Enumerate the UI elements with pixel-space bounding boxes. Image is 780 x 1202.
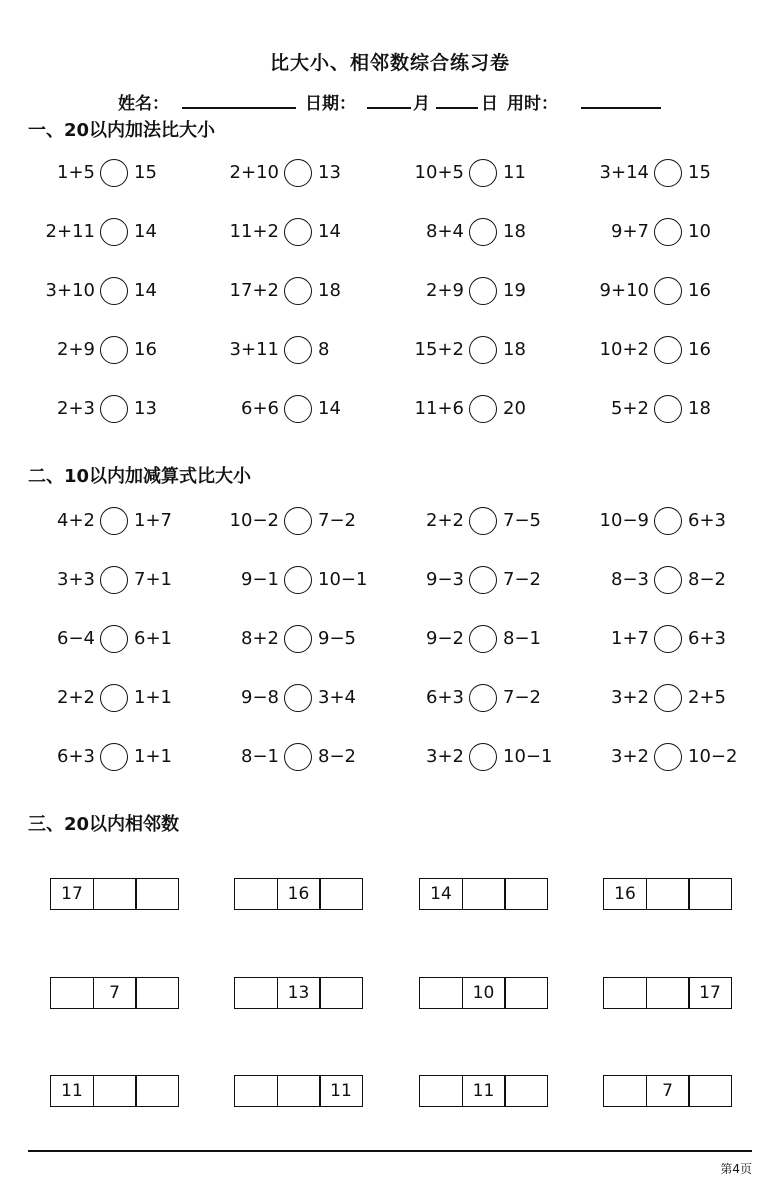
expression-left: 10+2 xyxy=(599,339,649,360)
expression-right: 20 xyxy=(503,398,526,419)
expression-left: 11+6 xyxy=(414,398,464,419)
answer-circle[interactable] xyxy=(469,277,497,305)
expression-left: 3+3 xyxy=(57,569,95,590)
expression-left: 8−3 xyxy=(611,569,649,590)
expression-left: 10−2 xyxy=(229,510,279,531)
expression-right: 1+1 xyxy=(134,746,172,767)
answer-circle[interactable] xyxy=(654,395,682,423)
given-number-box: 11 xyxy=(462,1075,506,1107)
expression-right: 18 xyxy=(688,398,711,419)
month-field[interactable] xyxy=(367,107,411,109)
expression-left: 9+7 xyxy=(611,221,649,242)
expression-right: 14 xyxy=(134,280,157,301)
given-number-box: 14 xyxy=(419,878,463,910)
page-number: 第4页 xyxy=(720,1162,752,1176)
answer-circle[interactable] xyxy=(284,395,312,423)
expression-left: 9−3 xyxy=(426,569,464,590)
answer-circle[interactable] xyxy=(100,218,128,246)
expression-right: 10−1 xyxy=(503,746,553,767)
expression-right: 13 xyxy=(318,162,341,183)
expression-right: 18 xyxy=(503,339,526,360)
student-info-header xyxy=(0,89,780,113)
expression-right: 14 xyxy=(318,221,341,242)
expression-right: 16 xyxy=(688,339,711,360)
expression-left: 8+2 xyxy=(241,628,279,649)
given-number-box: 11 xyxy=(50,1075,94,1107)
given-number-box: 13 xyxy=(277,977,321,1009)
answer-box[interactable] xyxy=(504,878,548,910)
expression-right: 15 xyxy=(134,162,157,183)
time-label: 用时： xyxy=(507,94,558,114)
answer-circle[interactable] xyxy=(284,566,312,594)
expression-left: 3+2 xyxy=(611,687,649,708)
expression-right: 2+5 xyxy=(688,687,726,708)
answer-circle[interactable] xyxy=(284,336,312,364)
expression-right: 10−2 xyxy=(688,746,738,767)
expression-right: 14 xyxy=(318,398,341,419)
answer-circle[interactable] xyxy=(100,743,128,771)
answer-box[interactable] xyxy=(234,1075,278,1107)
neighbor-number-group xyxy=(603,977,732,1009)
section1-title: 一、20以内加法比大小 xyxy=(28,120,216,141)
section2-title: 二、10以内加减算式比大小 xyxy=(28,466,252,487)
expression-left: 6+3 xyxy=(57,746,95,767)
expression-right: 19 xyxy=(503,280,526,301)
answer-circle[interactable] xyxy=(654,743,682,771)
expression-left: 17+2 xyxy=(229,280,279,301)
answer-box[interactable] xyxy=(688,1075,732,1107)
answer-circle[interactable] xyxy=(100,684,128,712)
answer-circle[interactable] xyxy=(284,507,312,535)
section3-title: 三、20以内相邻数 xyxy=(28,814,180,835)
expression-left: 6+3 xyxy=(426,687,464,708)
answer-box[interactable] xyxy=(688,878,732,910)
neighbor-number-group xyxy=(50,1075,179,1107)
answer-box[interactable] xyxy=(135,878,179,910)
time-field[interactable] xyxy=(581,107,661,109)
expression-left: 6−4 xyxy=(57,628,95,649)
neighbor-number-group xyxy=(603,1075,732,1107)
expression-right: 14 xyxy=(134,221,157,242)
given-number-box: 7 xyxy=(93,977,137,1009)
expression-left: 2+9 xyxy=(57,339,95,360)
answer-circle[interactable] xyxy=(469,684,497,712)
expression-left: 1+5 xyxy=(57,162,95,183)
expression-left: 8+4 xyxy=(426,221,464,242)
expression-right: 7−2 xyxy=(318,510,356,531)
expression-right: 18 xyxy=(503,221,526,242)
expression-left: 9−1 xyxy=(241,569,279,590)
answer-circle[interactable] xyxy=(654,684,682,712)
expression-right: 3+4 xyxy=(318,687,356,708)
answer-circle[interactable] xyxy=(469,566,497,594)
expression-left: 5+2 xyxy=(611,398,649,419)
answer-circle[interactable] xyxy=(284,743,312,771)
date-label: 日期： xyxy=(305,94,356,114)
answer-circle[interactable] xyxy=(100,277,128,305)
expression-right: 8−2 xyxy=(318,746,356,767)
answer-circle[interactable] xyxy=(100,566,128,594)
expression-left: 15+2 xyxy=(414,339,464,360)
month-label: 月 xyxy=(413,94,430,114)
answer-box[interactable] xyxy=(603,1075,647,1107)
expression-right: 11 xyxy=(503,162,526,183)
expression-right: 8−2 xyxy=(688,569,726,590)
answer-box[interactable] xyxy=(234,977,278,1009)
expression-left: 2+2 xyxy=(426,510,464,531)
expression-left: 11+2 xyxy=(229,221,279,242)
answer-circle[interactable] xyxy=(654,625,682,653)
answer-circle[interactable] xyxy=(654,277,682,305)
expression-left: 9+10 xyxy=(599,280,649,301)
expression-left: 1+7 xyxy=(611,628,649,649)
answer-box[interactable] xyxy=(419,977,463,1009)
answer-box[interactable] xyxy=(419,1075,463,1107)
answer-circle[interactable] xyxy=(469,336,497,364)
answer-box[interactable] xyxy=(462,878,506,910)
answer-circle[interactable] xyxy=(284,218,312,246)
day-label: 日 xyxy=(481,94,498,114)
name-field[interactable] xyxy=(182,107,296,109)
expression-left: 9−8 xyxy=(241,687,279,708)
expression-left: 10−9 xyxy=(599,510,649,531)
answer-circle[interactable] xyxy=(654,159,682,187)
neighbor-number-group xyxy=(419,977,548,1009)
expression-left: 8−1 xyxy=(241,746,279,767)
given-number-box: 17 xyxy=(688,977,732,1009)
expression-left: 2+11 xyxy=(45,221,95,242)
neighbor-number-group xyxy=(603,878,732,910)
expression-left: 3+10 xyxy=(45,280,95,301)
answer-box[interactable] xyxy=(646,977,690,1009)
expression-left: 6+6 xyxy=(241,398,279,419)
expression-left: 3+14 xyxy=(599,162,649,183)
answer-box[interactable] xyxy=(93,878,137,910)
expression-left: 3+11 xyxy=(229,339,279,360)
answer-circle[interactable] xyxy=(469,395,497,423)
answer-box[interactable] xyxy=(504,1075,548,1107)
answer-circle[interactable] xyxy=(469,218,497,246)
answer-box[interactable] xyxy=(504,977,548,1009)
neighbor-number-group xyxy=(419,878,548,910)
footer-divider xyxy=(28,1150,752,1152)
answer-box[interactable] xyxy=(319,878,363,910)
expression-right: 16 xyxy=(134,339,157,360)
neighbor-number-group xyxy=(234,1075,363,1107)
expression-right: 7−2 xyxy=(503,569,541,590)
page-title: 比大小、相邻数综合练习卷 xyxy=(269,52,510,74)
answer-circle[interactable] xyxy=(100,395,128,423)
expression-right: 9−5 xyxy=(318,628,356,649)
answer-box[interactable] xyxy=(603,977,647,1009)
answer-circle[interactable] xyxy=(469,159,497,187)
expression-right: 13 xyxy=(134,398,157,419)
given-number-box: 16 xyxy=(277,878,321,910)
expression-left: 3+2 xyxy=(611,746,649,767)
neighbor-number-group xyxy=(234,977,363,1009)
expression-left: 2+3 xyxy=(57,398,95,419)
answer-circle[interactable] xyxy=(100,336,128,364)
answer-circle[interactable] xyxy=(654,507,682,535)
answer-box[interactable] xyxy=(234,878,278,910)
expression-left: 10+5 xyxy=(414,162,464,183)
answer-circle[interactable] xyxy=(284,625,312,653)
answer-circle[interactable] xyxy=(654,218,682,246)
given-number-box: 10 xyxy=(462,977,506,1009)
neighbor-number-group xyxy=(50,878,179,910)
expression-right: 6+3 xyxy=(688,628,726,649)
expression-left: 2+9 xyxy=(426,280,464,301)
expression-right: 7−2 xyxy=(503,687,541,708)
expression-right: 15 xyxy=(688,162,711,183)
expression-right: 10 xyxy=(688,221,711,242)
answer-circle[interactable] xyxy=(654,336,682,364)
answer-circle[interactable] xyxy=(469,743,497,771)
expression-right: 7−5 xyxy=(503,510,541,531)
expression-right: 10−1 xyxy=(318,569,368,590)
answer-box[interactable] xyxy=(135,977,179,1009)
answer-box[interactable] xyxy=(646,878,690,910)
neighbor-number-group xyxy=(50,977,179,1009)
day-field[interactable] xyxy=(436,107,478,109)
answer-box[interactable] xyxy=(277,1075,321,1107)
name-label: 姓名： xyxy=(118,94,169,114)
given-number-box: 16 xyxy=(603,878,647,910)
expression-right: 16 xyxy=(688,280,711,301)
expression-left: 2+2 xyxy=(57,687,95,708)
answer-box[interactable] xyxy=(319,977,363,1009)
expression-right: 8 xyxy=(318,339,330,360)
expression-right: 7+1 xyxy=(134,569,172,590)
expression-right: 1+7 xyxy=(134,510,172,531)
answer-circle[interactable] xyxy=(100,159,128,187)
expression-right: 18 xyxy=(318,280,341,301)
answer-circle[interactable] xyxy=(100,507,128,535)
answer-circle[interactable] xyxy=(284,159,312,187)
given-number-box: 17 xyxy=(50,878,94,910)
answer-circle[interactable] xyxy=(284,684,312,712)
given-number-box: 11 xyxy=(319,1075,363,1107)
answer-box[interactable] xyxy=(135,1075,179,1107)
expression-right: 1+1 xyxy=(134,687,172,708)
expression-right: 6+3 xyxy=(688,510,726,531)
answer-circle[interactable] xyxy=(100,625,128,653)
given-number-box: 7 xyxy=(646,1075,690,1107)
expression-left: 4+2 xyxy=(57,510,95,531)
expression-right: 8−1 xyxy=(503,628,541,649)
answer-circle[interactable] xyxy=(469,507,497,535)
answer-circle[interactable] xyxy=(654,566,682,594)
expression-left: 2+10 xyxy=(229,162,279,183)
expression-left: 3+2 xyxy=(426,746,464,767)
expression-left: 9−2 xyxy=(426,628,464,649)
neighbor-number-group xyxy=(234,878,363,910)
expression-right: 6+1 xyxy=(134,628,172,649)
answer-circle[interactable] xyxy=(469,625,497,653)
answer-circle[interactable] xyxy=(284,277,312,305)
answer-box[interactable] xyxy=(93,1075,137,1107)
answer-box[interactable] xyxy=(50,977,94,1009)
neighbor-number-group xyxy=(419,1075,548,1107)
